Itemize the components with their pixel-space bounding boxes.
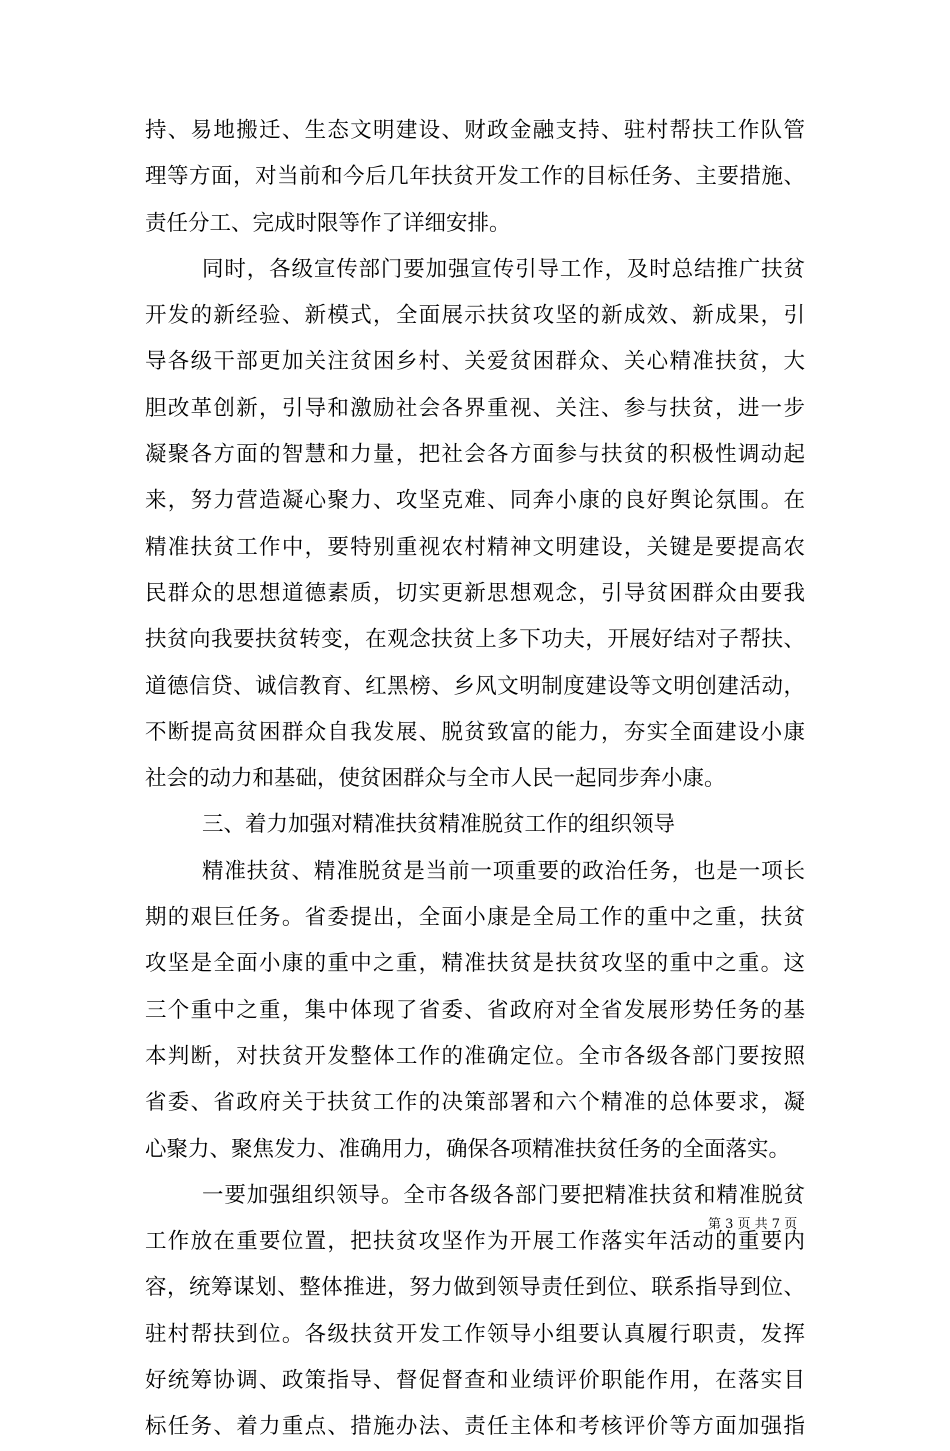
text-line: 胆改革创新，引导和激励社会各界重视、关注、参与扶贫，进一步: [145, 395, 805, 421]
text-line: 社会的动力和基础，使贫困群众与全市人民一起同步奔小康。: [145, 766, 726, 792]
text-line: 不断提高贫困群众自我发展、脱贫致富的能力，夯实全面建设小康: [145, 719, 805, 745]
text-line: 来，努力营造凝心聚力、攻坚克难、同奔小康的良好舆论氛围。在: [145, 488, 805, 514]
text-line: 民群众的思想道德素质，切实更新思想观念，引导贫困群众由要我: [145, 580, 805, 606]
text-line: 好统筹协调、政策指导、督促督查和业绩评价职能作用，在落实目: [145, 1368, 805, 1394]
text-line: 持、易地搬迁、生态文明建设、财政金融支持、驻村帮扶工作队管: [145, 118, 805, 143]
section-heading: 三、着力加强对精准扶贫精准脱贫工作的组织领导: [202, 812, 676, 838]
text-line: 容，统筹谋划、整体推进，努力做到领导责任到位、联系指导到位、: [145, 1275, 805, 1301]
text-line: 攻坚是全面小康的重中之重，精准扶贫是扶贫攻坚的重中之重。这: [145, 951, 805, 977]
text-line: 精准扶贫工作中，要特别重视农村精神文明建设，关键是要提高农: [145, 534, 805, 560]
text-line: 导各级干部更加关注贫困乡村、关爱贫困群众、关心精准扶贫，大: [145, 349, 805, 375]
text-line: 省委、省政府关于扶贫工作的决策部署和六个精准的总体要求，凝: [145, 1090, 805, 1116]
paragraph-start-line: 同时，各级宣传部门要加强宣传引导工作，及时总结推广扶贫: [202, 256, 805, 282]
text-line: 期的艰巨任务。省委提出，全面小康是全局工作的重中之重，扶贫: [145, 905, 805, 931]
text-line: 心聚力、聚焦发力、准确用力，确保各项精准扶贫任务的全面落实。: [145, 1136, 791, 1162]
text-line: 理等方面，对当前和今后几年扶贫开发工作的目标任务、主要措施、: [145, 164, 805, 190]
text-line: 标任务、着力重点、措施办法、责任主体和考核评价等方面加强指: [145, 1414, 805, 1440]
text-line: 三个重中之重，集中体现了省委、省政府对全省发展形势任务的基: [145, 997, 805, 1023]
text-line: 责任分工、完成时限等作了详细安排。: [145, 210, 511, 236]
text-line: 本判断，对扶贫开发整体工作的准确定位。全市各级各部门要按照: [145, 1043, 805, 1069]
text-line: 道德信贷、诚信教育、红黑榜、乡风文明制度建设等文明创建活动，: [145, 673, 805, 699]
page-number: 第 3 页 共 7 页: [708, 1217, 798, 1232]
text-line: 扶贫向我要扶贫转变，在观念扶贫上多下功夫，开展好结对子帮扶、: [145, 627, 805, 653]
document-body: [145, 108, 805, 1451]
text-line: 工作放在重要位置，把扶贫攻坚作为开展工作落实年活动的重要内: [145, 1229, 805, 1255]
text-line: 驻村帮扶到位。各级扶贫开发工作领导小组要认真履行职责，发挥: [145, 1321, 805, 1347]
paragraph-start-line: 一要加强组织领导。全市各级各部门要把精准扶贫和精准脱贫: [202, 1182, 805, 1208]
text-line: 开发的新经验、新模式，全面展示扶贫攻坚的新成效、新成果，引: [145, 303, 805, 329]
text-line: 凝聚各方面的智慧和力量，把社会各方面参与扶贫的积极性调动起: [145, 442, 805, 468]
paragraph-start-line: 精准扶贫、精准脱贫是当前一项重要的政治任务，也是一项长: [202, 858, 805, 884]
